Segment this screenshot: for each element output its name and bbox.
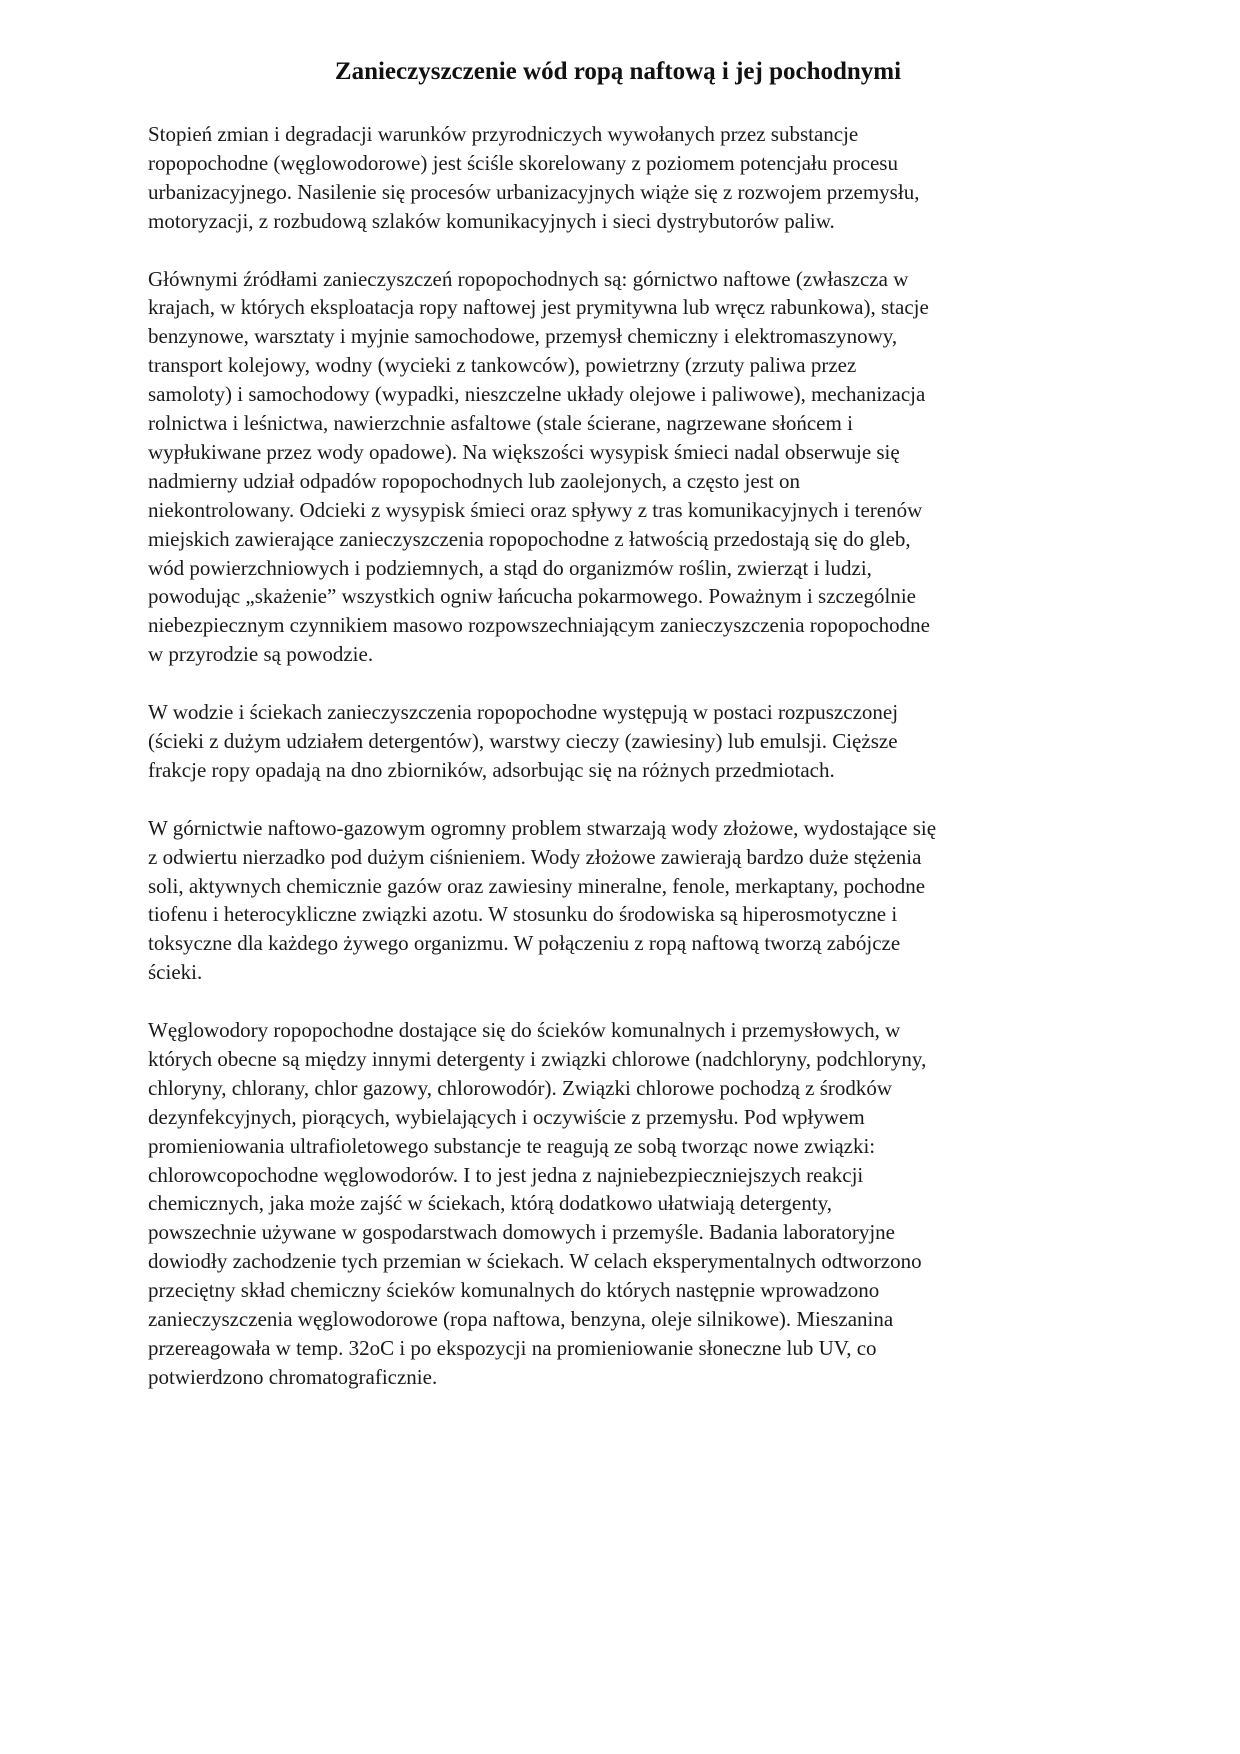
document-body [148,120,1098,1421]
paragraph-5: Węglowodory ropopochodne dostające się do ścieków komunalnych i przemysłowych, w których obecne są między innymi detergenty i związki chlorowe (nadchloryny, podchloryny, chloryny, chlorany, chlor gazowy, chlorowodór). Związki chlorowe pochodzą z środków dezynfekcyjnych, piorących, wybielających i oczywiście z przemysłu. Pod wpływem promieniowania ultrafioletowego substancje te reagują ze sobą tworząc nowe związki: chlorowcopochodne węglowodorów. I to jest jedna z najniebezpieczniejszych reakcji chemicznych, jaka może zajść w ściekach, którą dodatkowo ułatwiają detergenty, powszechnie używane w gospodarstwach domowych i przemyśle. Badania laboratoryjne dowiodły zachodzenie tych przemian w ściekach. W celach eksperymentalnych odtworzono przeciętny skład chemiczny ścieków komunalnych do których następnie wprowadzono zanieczyszczenia węglowodorowe (ropa naftowa, benzyna, oleje silnikowe). Mieszanina przereagowała w temp. 32oC i po ekspozycji na promieniowanie słoneczne lub UV, co potwierdzono chromatograficznie. [148,1018,927,1389]
paragraph-1: Stopień zmian i degradacji warunków przyrodniczych wywołanych przez substancje ropopochodne (węglowodorowe) jest ściśle skorelowany z poziomem potencjału procesu urbanizacyjnego. Nasilenie się procesów urbanizacyjnych wiąże się z rozwojem przemysłu, motoryzacji, z rozbudową szlaków komunikacyjnych i sieci dystrybutorów paliw. [148,122,920,233]
paragraph-3: W wodzie i ściekach zanieczyszczenia ropopochodne występują w postaci rozpuszczonej (ścieki z dużym udziałem detergentów), warstwy cieczy (zawiesiny) lub emulsji. Cięższe frakcje ropy opadają na dno zbiorników, adsorbując się na różnych przedmiotach. [148,700,899,782]
paragraph-2: Głównymi źródłami zanieczyszczeń ropopochodnych są: górnictwo naftowe (zwłaszcza w krajach, w których eksploatacja ropy naftowej jest prymitywna lub wręcz rabunkowa), stacje benzynowe, warsztaty i myjnie samochodowe, przemysł chemiczny i elektromaszynowy, transport kolejowy, wodny (wycieki z tankowców), powietrzny (zrzuty paliwa przez samoloty) i samochodowy (wypadki, nieszczelne układy olejowe i paliwowe), mechanizacja rolnictwa i leśnictwa, nawierzchnie asfaltowe (stale ścierane, nagrzewane słońcem i wypłukiwane przez wody opadowe). Na większości wysypisk śmieci nadal obserwuje się nadmierny udział odpadów ropopochodnych lub zaolejonych, a często jest on niekontrolowany. Odcieki z wysypisk śmieci oraz spływy z tras komunikacyjnych i terenów miejskich zawierające zanieczyszczenia ropopochodne z łatwością przedostają się do gleb, wód powierzchniowych i podziemnych, a stąd do organizmów roślin, zwierząt i ludzi, powodując „skażenie” wszystkich ogniw łańcucha pokarmowego. Poważnym i szczególnie niebezpiecznym czynnikiem masowo rozpowszechniającym zanieczyszczenia ropopochodne w przyrodzie są powodzie. [148,266,930,667]
document-title: Zanieczyszczenie wód ropą naftową i jej pochodnymi [334,58,902,85]
paragraph-4: W górnictwie naftowo-gazowym ogromny problem stwarzają wody złożowe, wydostające się z odwiertu nierzadko pod dużym ciśnieniem. Wody złożowe zawierają bardzo duże stężenia soli, aktywnych chemicznie gazów oraz zawiesiny mineralne, fenole, merkaptany, pochodne tiofenu i heterocykliczne związki azotu. W stosunku do środowiska są hiperosmotyczne i toksyczne dla każdego żywego organizmu. W połączeniu z ropą naftową tworzą zabójcze ścieki. [148,815,937,985]
